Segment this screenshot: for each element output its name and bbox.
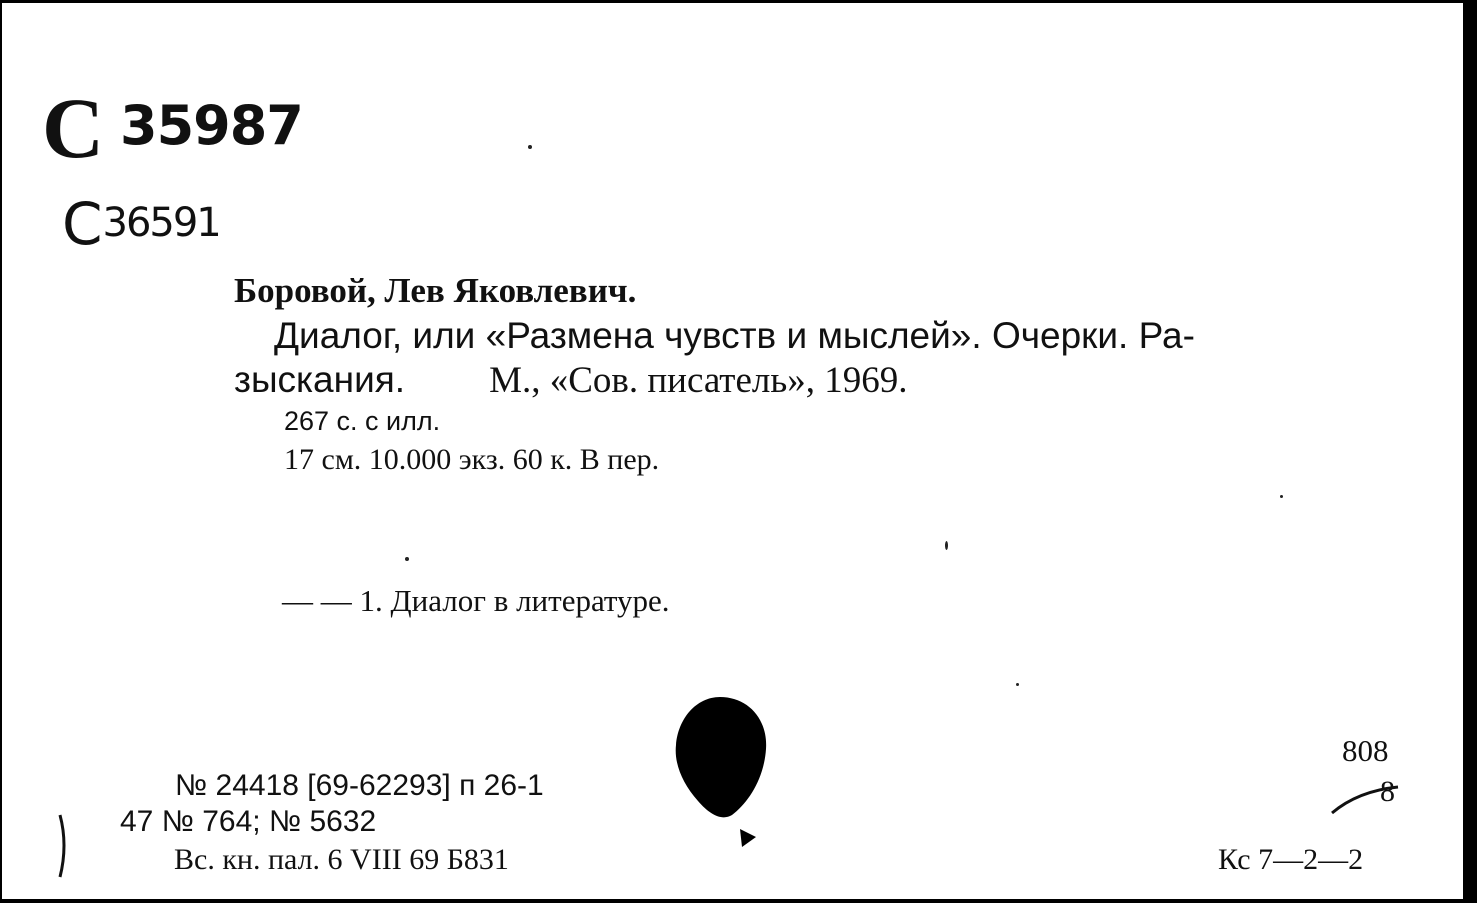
speck [945,541,948,550]
pagination: 267 с. с илл. [284,406,441,436]
punch-hole-stain [670,693,780,853]
subject-heading: — — 1. Диалог в литературе. [282,583,670,618]
classification-fraction [1328,775,1408,819]
registration-line-3: Вс. кн. пал. 6 VIII 69 Б831 [174,843,509,876]
call-number-2: 36591 [102,200,220,246]
physical-description: 17 см. 10.000 экз. 60 к. В пер. [284,443,660,476]
fraction-slash-icon [1328,775,1408,819]
call-number-letter-1: С [42,80,105,176]
call-number-2-group [62,190,220,258]
author-heading: Боровой, Лев Яковлевич. [234,271,637,310]
speck [1280,495,1283,498]
title-continuation: зыскания. [234,359,406,400]
registration-line-1: № 24418 [69-62293] п 26-1 [175,769,544,802]
classification-number: 808 [1342,733,1389,768]
classification-code: Кс 7—2—2 [1218,843,1364,876]
title-line-2 [234,359,907,402]
speck [1016,683,1019,686]
classification-denominator: 8 [1380,775,1395,808]
call-number-1: 35987 [120,94,303,157]
imprint: М., «Сов. писатель», 1969. [489,360,908,401]
registration-line-2: 47 № 764; № 5632 [120,805,377,838]
speck [405,557,409,561]
call-number-letter-2: С [62,190,103,258]
title-line-1: Диалог, или «Размена чувств и мыслей». Очерки. Ра- [274,315,1195,356]
speck [528,145,532,149]
bracket-mark-icon [54,811,74,881]
